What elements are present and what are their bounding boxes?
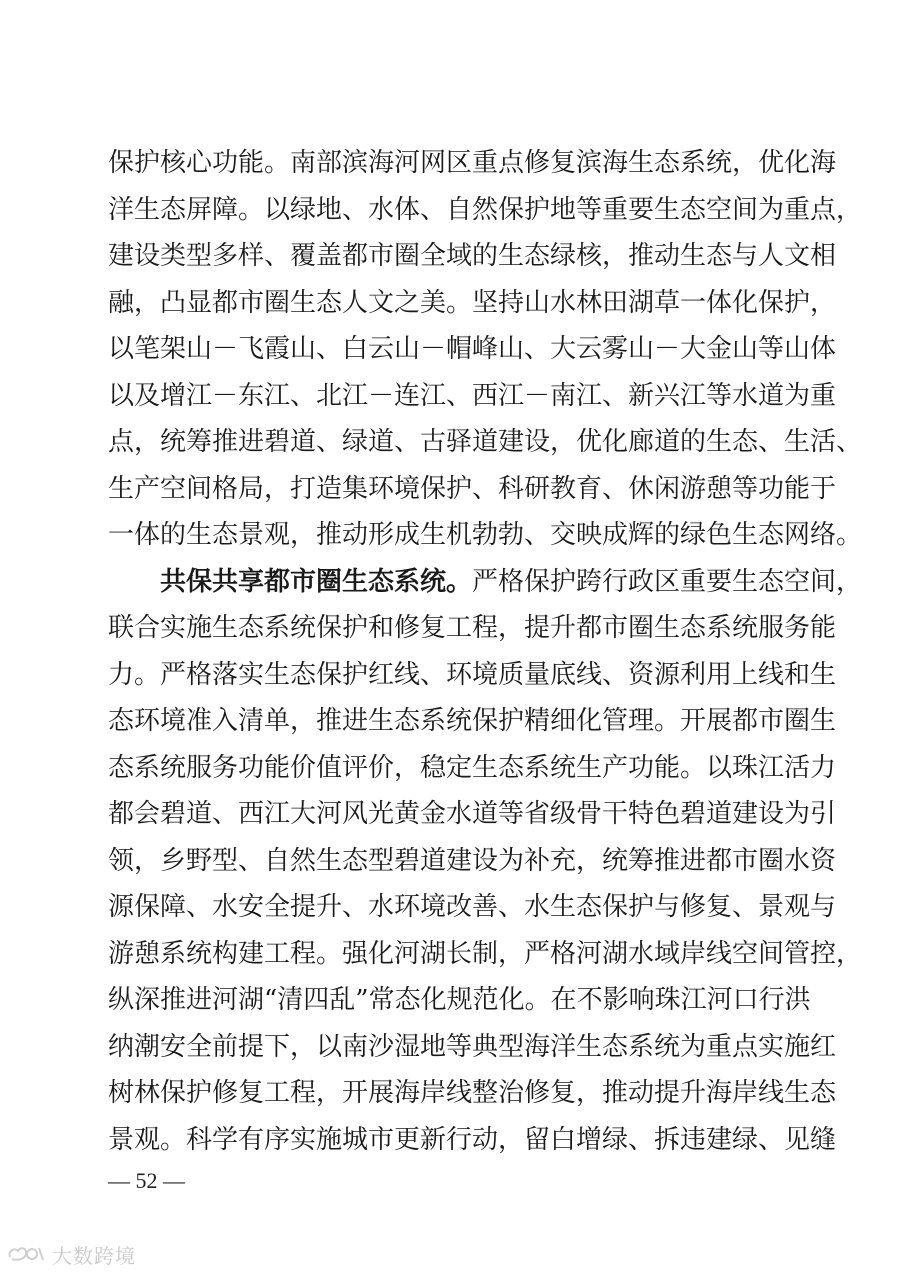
text-line: 融，凸显都市圈生态人文之美。坚持山水林田湖草一体化保护，: [108, 287, 837, 318]
text-line: 态环境准入清单，推进生态系统保护精细化管理。开展都市圈生: [108, 706, 837, 736]
text-line: 联合实施生态系统保护和修复工程，提升都市圈生态系统服务能: [108, 613, 837, 643]
body-text: [108, 140, 863, 1163]
paragraph-1: [108, 140, 863, 559]
text-line: 一体的生态景观，推动形成生机勃勃、交映成辉的绿色生态网络。: [108, 520, 863, 550]
text-line: 生产空间格局，打造集环境保护、科研教育、休闲游憩等功能于: [108, 473, 837, 504]
text-line: 态系统服务功能价值评价，稳定生态系统生产功能。以珠江活力: [108, 752, 837, 783]
page-number: — 52 —: [108, 1168, 185, 1193]
watermark: [6, 1240, 136, 1268]
paragraph-heading: 共保共享都市圈生态系统。: [160, 566, 473, 597]
text-line: 力。严格落实生态保护红线、环境质量底线、资源利用上线和生: [108, 659, 837, 690]
text-line: 都会碧道、西江大河风光黄金水道等省级骨干特色碧道建设为引: [108, 799, 837, 829]
text-line: 纵深推进河湖“清四乱”常态化规范化。在不影响珠江河口行洪: [108, 985, 811, 1015]
text-line: 保护核心功能。南部滨海河网区重点修复滨海生态系统，优化海: [108, 148, 837, 178]
paragraph-2: [108, 559, 863, 1164]
watermark-text: 大数跨境: [52, 1243, 136, 1268]
text-line: 领，乡野型、自然生态型碧道建设为补充，统筹推进都市圈水资: [108, 845, 837, 876]
brand-logo-icon: [6, 1243, 46, 1265]
text-line: 建设类型多样、覆盖都市圈全域的生态绿核，推动生态与人文相: [108, 241, 837, 271]
text-line: 纳潮安全前提下，以南沙湿地等典型海洋生态系统为重点实施红: [108, 1031, 837, 1062]
text-line: 以笔架山－飞霞山、白云山－帽峰山、大云雾山－大金山等山体: [108, 334, 837, 364]
text-line: 树林保护修复工程，开展海岸线整治修复，推动提升海岸线生态: [108, 1078, 837, 1108]
text-line: 洋生态屏障。以绿地、水体、自然保护地等重要生态空间为重点，: [108, 194, 863, 225]
text-line: 景观。科学有序实施城市更新行动，留白增绿、拆违建绿、见缝: [108, 1124, 837, 1155]
text-line: 源保障、水安全提升、水环境改善、水生态保护与修复、景观与: [108, 892, 837, 922]
text-line: 点，统筹推进碧道、绿道、古驿道建设，优化廊道的生态、生活、: [108, 427, 863, 457]
text-line: 以及增江－东江、北江－连江、西江－南江、新兴江等水道为重: [108, 380, 837, 411]
text-line-rest: 严格保护跨行政区重要生态空间，: [472, 566, 863, 597]
paragraph-heading-line: [108, 559, 863, 606]
text-line: 游憩系统构建工程。强化河湖长制，严格河湖水域岸线空间管控，: [108, 938, 863, 969]
